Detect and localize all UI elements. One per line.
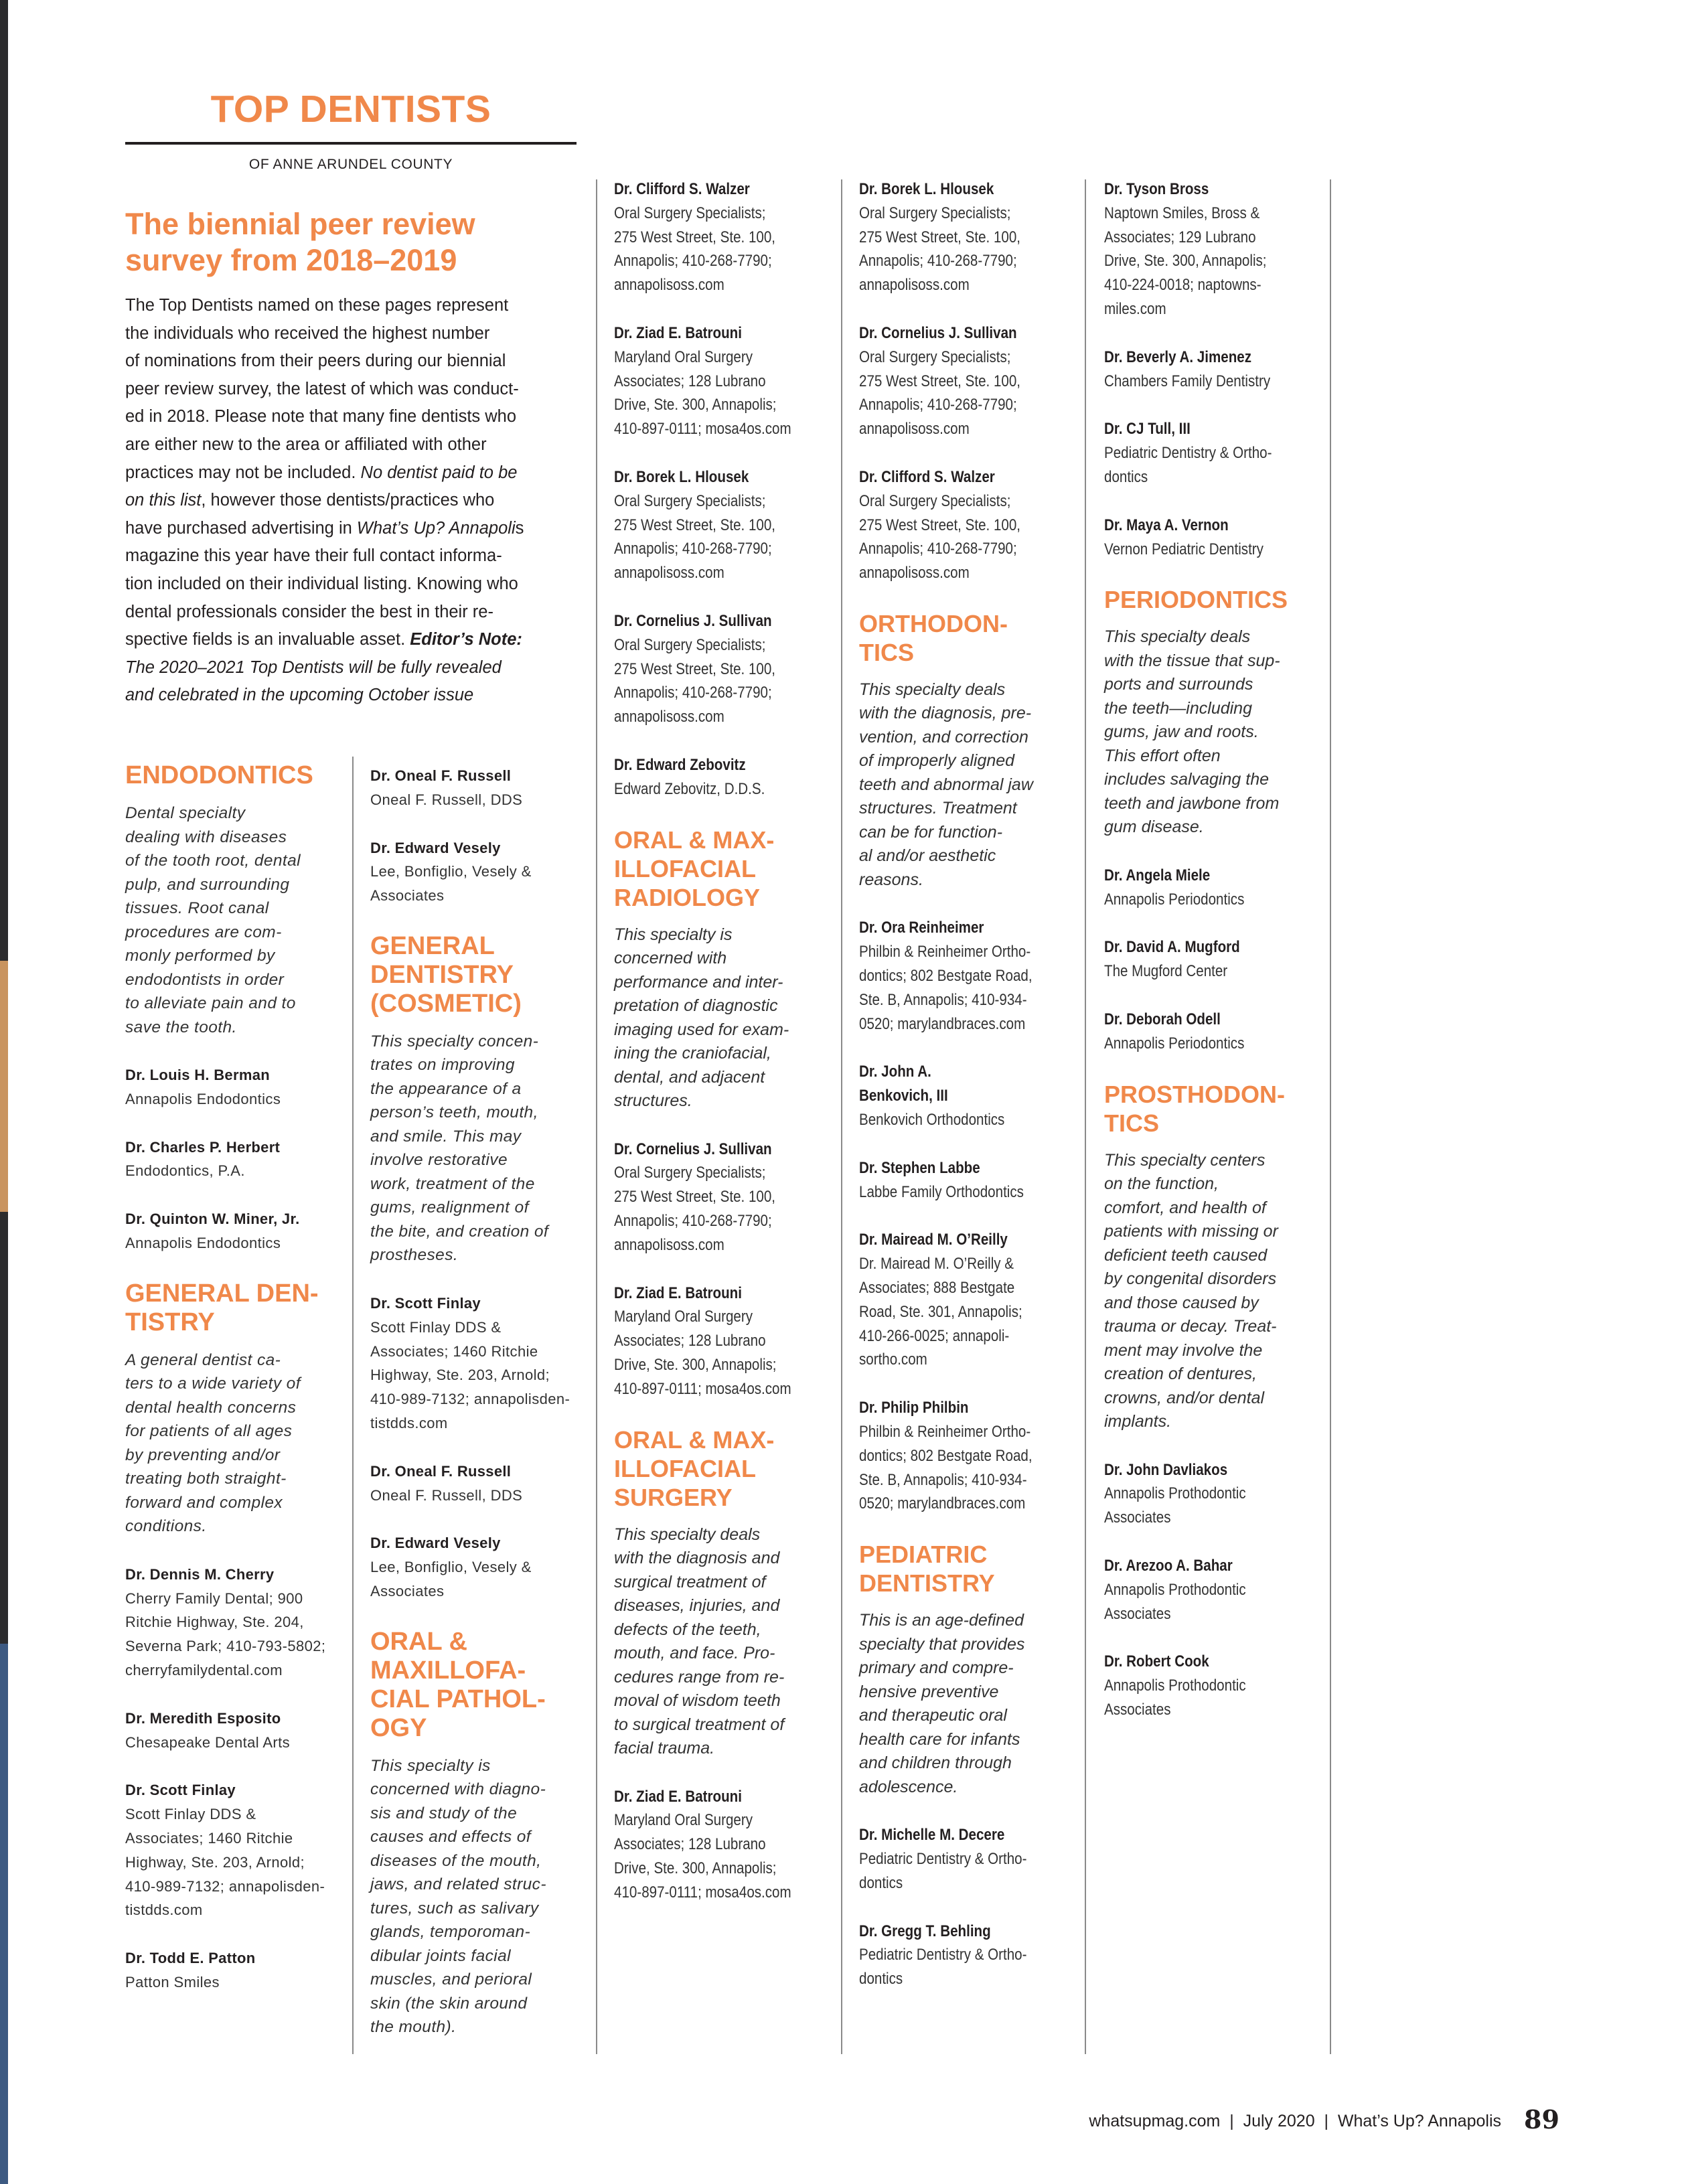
column-4 xyxy=(859,177,1080,2015)
dentist-listing xyxy=(859,1156,1080,1204)
specialty-description: This specialty deals with the diagnosis, pre- vention, and correction of improperly aligned teeth and abnormal jaw structures. Treatment can be for function- al and/or aesthetic reasons. xyxy=(859,680,1033,889)
dentist-listing xyxy=(370,836,591,908)
specialty-description: A general dentist ca- ters to a wide variety of dental health concerns for patients of all ages by preventing and/or treating both straight- forward and complex conditions. xyxy=(125,1350,301,1536)
dentist-listing xyxy=(125,1778,346,1922)
intro-text-segment: What’s Up? Annapoli xyxy=(356,518,516,538)
page-subtitle-county: OF ANNE ARUNDEL COUNTY xyxy=(248,157,453,172)
page-number: 89 xyxy=(1524,2104,1559,2134)
practice-details: Annapolis Endodontics xyxy=(125,1234,281,1251)
specialty-heading: PERIODONTICS xyxy=(1104,586,1288,614)
dentist-name: Dr. Ziad E. Batrouni xyxy=(614,323,742,342)
practice-details: Naptown Smiles, Bross & Associates; 129 Lubrano Drive, Ste. 300, Annapolis; 410-224-0018; naptowns- miles.com xyxy=(1104,204,1267,318)
dentist-name: Dr. Cornelius J. Sullivan xyxy=(614,1140,772,1158)
intro-heading: The biennial peer review survey from 2018–2019 xyxy=(125,207,475,277)
dentist-name: Dr. Meredith Esposito xyxy=(125,1709,281,1727)
dentist-name: Dr. Robert Cook xyxy=(1104,1652,1209,1671)
practice-details: Oral Surgery Specialists; 275 West Street, Ste. 100, Annapolis; 410-268-7790; annapolisoss.com xyxy=(859,204,1021,295)
practice-details: Endodontics, P.A. xyxy=(125,1162,245,1180)
practice-details: Oral Surgery Specialists; 275 West Street, Ste. 100, Annapolis; 410-268-7790; annapolisoss.com xyxy=(859,347,1021,439)
practice-details: Oral Surgery Specialists; 275 West Street, Ste. 100, Annapolis; 410-268-7790; annapolisoss.com xyxy=(614,1164,776,1254)
practice-details: Chambers Family Dentistry xyxy=(1104,372,1271,390)
specialty-description: This specialty is concerned with performance and inter- pretation of diagnostic imaging used for exam- ining the craniofacial, dental, and adjacent structures. xyxy=(614,925,789,1111)
dentist-listing xyxy=(1104,935,1325,984)
dentist-listing xyxy=(1104,514,1325,562)
practice-details: Philbin & Reinheimer Ortho- dontics; 802 Bestgate Road, Ste. B, Annapolis; 410-934- 0520; marylandbraces.com xyxy=(859,1423,1033,1513)
practice-details: Scott Finlay DDS & Associates; 1460 Ritchie Highway, Ste. 203, Arnold; 410-989-7132; annapolisden- tistdds.com xyxy=(370,1318,570,1431)
dentist-listing xyxy=(859,321,1080,441)
dentist-name: Dr. Edward Zebovitz xyxy=(614,755,746,774)
practice-details: Oral Surgery Specialists; 275 West Street, Ste. 100, Annapolis; 410-268-7790; annapolisoss.com xyxy=(859,491,1021,582)
column-2 xyxy=(370,764,591,2063)
column-5 xyxy=(1104,177,1325,1746)
practice-details: Benkovich Orthodontics xyxy=(859,1111,1005,1129)
practice-details: Oneal F. Russell, DDS xyxy=(370,1486,523,1504)
dentist-listing xyxy=(125,1063,346,1111)
edge-strip-dark-top xyxy=(0,0,8,961)
dentist-listing xyxy=(859,916,1080,1036)
dentist-name: Dr. Cornelius J. Sullivan xyxy=(859,323,1017,342)
footer-credits: whatsupmag.com | July 2020 | What’s Up? Annapolis xyxy=(1089,2112,1501,2130)
dentist-name: Dr. Cornelius J. Sullivan xyxy=(614,611,772,630)
specialty-description: This specialty deals with the tissue that sup- ports and surrounds the teeth—including gums, jaw and roots. This effort often includes salvaging the teeth and jawbone from gum disease. xyxy=(1104,627,1280,837)
dentist-listing xyxy=(1104,1008,1325,1056)
dentist-listing xyxy=(125,1707,346,1755)
dentist-listing xyxy=(859,1396,1080,1516)
practice-details: Oral Surgery Specialists; 275 West Street, Ste. 100, Annapolis; 410-268-7790; annapolisoss.com xyxy=(614,491,776,582)
specialty-heading: PEDIATRIC DENTISTRY xyxy=(859,1541,995,1597)
dentist-name: Dr. John Davliakos xyxy=(1104,1460,1228,1479)
dentist-listing xyxy=(125,1563,346,1683)
dentist-listing xyxy=(614,465,835,585)
dentist-name: Dr. Mairead M. O’Reilly xyxy=(859,1231,1008,1249)
specialty-description: This specialty deals with the diagnosis and surgical treatment of diseases, injuries, and defects of the teeth, mouth, and face. Pro- cedures range from re- moval of wisdom teeth to surgical treatment of facial trauma. xyxy=(614,1525,785,1758)
dentist-name: Dr. Ziad E. Batrouni xyxy=(614,1787,742,1806)
dentist-name: Dr. Beverly A. Jimenez xyxy=(1104,347,1252,366)
practice-details: Maryland Oral Surgery Associates; 128 Lubrano Drive, Ste. 300, Annapolis; 410-897-0111; mosa4os.com xyxy=(614,1308,791,1398)
dentist-name: Dr. Louis H. Berman xyxy=(125,1067,270,1083)
dentist-name: Dr. Borek L. Hlousek xyxy=(859,180,994,198)
dentist-listing xyxy=(1104,1554,1325,1626)
dentist-name: Dr. Angela Miele xyxy=(1104,866,1211,884)
dentist-name: Dr. Borek L. Hlousek xyxy=(614,467,749,486)
intro-paragraph xyxy=(125,292,524,710)
dentist-listing xyxy=(859,177,1080,297)
dentist-name: Dr. Tyson Bross xyxy=(1104,180,1209,198)
dentist-listing xyxy=(1104,177,1325,321)
dentist-listing xyxy=(859,465,1080,585)
dentist-listing xyxy=(370,1460,591,1508)
practice-details: Annapolis Periodontics xyxy=(1104,1034,1245,1052)
dentist-listing xyxy=(614,1785,835,1905)
dentist-name: Dr. Gregg T. Behling xyxy=(859,1922,991,1940)
dentist-name: Dr. Ziad E. Batrouni xyxy=(614,1283,742,1302)
intro-text-segment: The Top Dentists named on these pages represent the individuals who received the highest number of nominations from their peers during our biennial peer review survey, the latest of which was conduct- ed in 2018. Please note that many fine dentists who are either new to the area or affiliated with other practices may not be included. xyxy=(125,296,519,482)
dentist-name: Dr. Deborah Odell xyxy=(1104,1010,1221,1029)
column-divider xyxy=(1085,179,1086,2054)
specialty-description: This is an age-defined specialty that provides primary and compre- hensive preventive and therapeutic oral health care for infants and children through adolescence. xyxy=(859,1611,1025,1796)
specialty-description: This specialty is concerned with diagno- sis and study of the causes and effects of diseases of the mouth, jaws, and related struc- tures, such as salivary glands, temporoman- dibular joints facial muscles, and perioral skin (the skin around the mouth). xyxy=(370,1756,546,2037)
practice-details: Chesapeake Dental Arts xyxy=(125,1733,291,1751)
intro-text-segment: , however those dentists/practices who have purchased advertising in xyxy=(125,491,495,538)
practice-details: Annapolis Periodontics xyxy=(1104,890,1245,909)
practice-details: Maryland Oral Surgery Associates; 128 Lubrano Drive, Ste. 300, Annapolis; 410-897-0111; mosa4os.com xyxy=(614,1811,791,1901)
dentist-listing xyxy=(614,177,835,297)
dentist-listing xyxy=(1104,345,1325,394)
practice-details: Lee, Bonfiglio, Vesely & Associates xyxy=(370,863,532,905)
title-rule xyxy=(125,142,577,145)
dentist-listing xyxy=(859,1228,1080,1372)
dentist-name: Dr. David A. Mugford xyxy=(1104,938,1240,957)
column-3 xyxy=(614,177,835,1928)
dentist-name: Dr. Charles P. Herbert xyxy=(125,1138,281,1156)
specialty-heading: ORTHODON- TICS xyxy=(859,609,1008,666)
dentist-listing xyxy=(614,609,835,729)
dentist-listing xyxy=(1104,1650,1325,1721)
dentist-name: Dr. Dennis M. Cherry xyxy=(125,1565,275,1583)
dentist-listing xyxy=(370,1531,591,1603)
dentist-listing xyxy=(370,764,591,812)
dentist-name: Dr. Arezoo A. Bahar xyxy=(1104,1557,1233,1575)
dentist-listing xyxy=(859,1823,1080,1895)
practice-details: Dr. Mairead M. O’Reilly & Associates; 888 Bestgate Road, Ste. 301, Annapolis; 410-266-0025; annapoli- sortho.com xyxy=(859,1255,1022,1369)
dentist-listing xyxy=(1104,864,1325,912)
practice-details: The Mugford Center xyxy=(1104,962,1228,981)
practice-details: Philbin & Reinheimer Ortho- dontics; 802 Bestgate Road, Ste. B, Annapolis; 410-934- 0520; marylandbraces.com xyxy=(859,943,1033,1033)
dentist-name: Dr. Clifford S. Walzer xyxy=(859,467,995,486)
dentist-name: Dr. Scott Finlay xyxy=(370,1294,481,1312)
column-divider xyxy=(841,179,842,2054)
dentist-name: Dr. Ora Reinheimer xyxy=(859,919,984,937)
dentist-name: Dr. Oneal F. Russell xyxy=(370,1462,512,1480)
dentist-name: Dr. Oneal F. Russell xyxy=(370,767,512,784)
practice-details: Pediatric Dentistry & Ortho- dontics xyxy=(859,1946,1027,1988)
specialty-description: This specialty centers on the function, comfort, and health of patients with missing or deficient teeth caused by congenital disorders and those caused by trauma or decay. Treat- ment may involve the creation of dentures, crowns, and/or dental implants. xyxy=(1104,1150,1278,1431)
practice-details: Oneal F. Russell, DDS xyxy=(370,791,523,808)
dentist-listing xyxy=(614,1281,835,1401)
practice-details: Lee, Bonfiglio, Vesely & Associates xyxy=(370,1559,532,1600)
practice-details: Pediatric Dentistry & Ortho- dontics xyxy=(1104,444,1272,486)
dentist-listing xyxy=(614,1138,835,1257)
practice-details: Annapolis Prothodontic Associates xyxy=(1104,1484,1246,1527)
dentist-listing xyxy=(1104,1458,1325,1530)
intro-text-segment: s magazine this year have their full contact informa- tion included on their individual listing. Knowing who dental professionals consider the best in their re- spective fields is an invaluable asset. xyxy=(125,518,524,649)
dentist-name: Dr. Quinton W. Miner, Jr. xyxy=(125,1211,300,1228)
dentist-name: Dr. Todd E. Patton xyxy=(125,1950,256,1967)
practice-details: Annapolis Prothodontic Associates xyxy=(1104,1580,1246,1623)
practice-details: Maryland Oral Surgery Associates; 128 Lubrano Drive, Ste. 300, Annapolis; 410-897-0111; mosa4os.com xyxy=(614,347,791,439)
specialty-heading: ORAL & MAX- ILLOFACIAL RADIOLOGY xyxy=(614,826,775,911)
dentist-listing xyxy=(614,321,835,441)
column-divider xyxy=(1330,179,1331,2054)
specialty-description: This specialty concen- trates on improving the appearance of a person’s teeth, mouth, and smile. This may involve restorative work, treatment of the gums, realignment of the bite, and creation of prostheses. xyxy=(370,1032,549,1265)
dentist-name: Dr. Edward Vesely xyxy=(370,839,501,856)
practice-details: Cherry Family Dental; 900 Ritchie Highway, Ste. 204, Severna Park; 410-793-5802; cherryfamilydental.com xyxy=(125,1589,326,1679)
dentist-listing xyxy=(859,1920,1080,1991)
dentist-listing xyxy=(125,1946,346,1995)
practice-details: Vernon Pediatric Dentistry xyxy=(1104,540,1264,558)
practice-details: Oral Surgery Specialists; 275 West Street, Ste. 100, Annapolis; 410-268-7790; annapolisoss.com xyxy=(614,635,776,726)
dentist-name: Dr. Philip Philbin xyxy=(859,1399,969,1417)
dentist-listing xyxy=(125,1136,346,1184)
dentist-listing xyxy=(370,1292,591,1435)
edge-strip-orange xyxy=(0,961,8,1212)
page-title: TOP DENTISTS xyxy=(210,88,491,131)
dentist-name: Dr. CJ Tull, III xyxy=(1104,420,1191,439)
dentist-name: Dr. John A. Benkovich, III xyxy=(859,1063,948,1105)
dentist-listing xyxy=(859,1060,1080,1132)
practice-details: Oral Surgery Specialists; 275 West Street, Ste. 100, Annapolis; 410-268-7790; annapolisoss.com xyxy=(614,204,776,295)
specialty-heading: ENDODONTICS xyxy=(125,761,313,789)
practice-details: Pediatric Dentistry & Ortho- dontics xyxy=(859,1849,1027,1892)
practice-details: Edward Zebovitz, D.D.S. xyxy=(614,779,765,798)
specialty-heading: GENERAL DENTISTRY (COSMETIC) xyxy=(370,931,522,1018)
dentist-name: Dr. Maya A. Vernon xyxy=(1104,516,1229,534)
intro-text-segment: No dentist paid to be on this list xyxy=(125,463,518,510)
dentist-listing xyxy=(125,1207,346,1255)
practice-details: Annapolis Prothodontic Associates xyxy=(1104,1676,1246,1719)
practice-details: Scott Finlay DDS & Associates; 1460 Ritchie Highway, Ste. 203, Arnold; 410-989-7132; annapolisden- tistdds.com xyxy=(125,1806,325,1919)
dentist-name: Dr. Clifford S. Walzer xyxy=(614,180,750,198)
specialty-description: Dental specialty dealing with diseases of the tooth root, dental pulp, and surrounding tissues. Root canal procedures are com- monly performed by endodontists in order to alleviate pain and to save the tooth. xyxy=(125,804,301,1036)
dentist-listing xyxy=(614,753,835,801)
specialty-heading: ORAL & MAXILLOFA- CIAL PATHOL- OGY xyxy=(370,1627,546,1742)
column-divider xyxy=(352,757,354,2054)
specialty-heading: PROSTHODON- TICS xyxy=(1104,1080,1285,1137)
column-divider xyxy=(596,179,597,2054)
intro-text-segment: The 2020–2021 Top Dentists will be fully revealed and celebrated in the upcoming October issue xyxy=(125,657,502,705)
dentist-name: Dr. Edward Vesely xyxy=(370,1535,501,1552)
dentist-listing xyxy=(1104,417,1325,489)
specialty-heading: ORAL & MAX- ILLOFACIAL SURGERY xyxy=(614,1425,775,1511)
edge-strip-dark-middle xyxy=(0,1212,8,1644)
practice-details: Patton Smiles xyxy=(125,1973,220,1991)
practice-details: Labbe Family Orthodontics xyxy=(859,1182,1024,1201)
dentist-name: Dr. Stephen Labbe xyxy=(859,1158,980,1177)
dentist-name: Dr. Scott Finlay xyxy=(125,1782,236,1799)
specialty-heading: GENERAL DEN- TISTRY xyxy=(125,1279,319,1336)
dentist-name: Dr. Michelle M. Decere xyxy=(859,1826,1005,1845)
column-1 xyxy=(125,761,346,2019)
edge-strip-blue xyxy=(0,1644,8,2184)
intro-text-segment: Editor’s Note: xyxy=(410,630,522,649)
practice-details: Annapolis Endodontics xyxy=(125,1090,281,1107)
